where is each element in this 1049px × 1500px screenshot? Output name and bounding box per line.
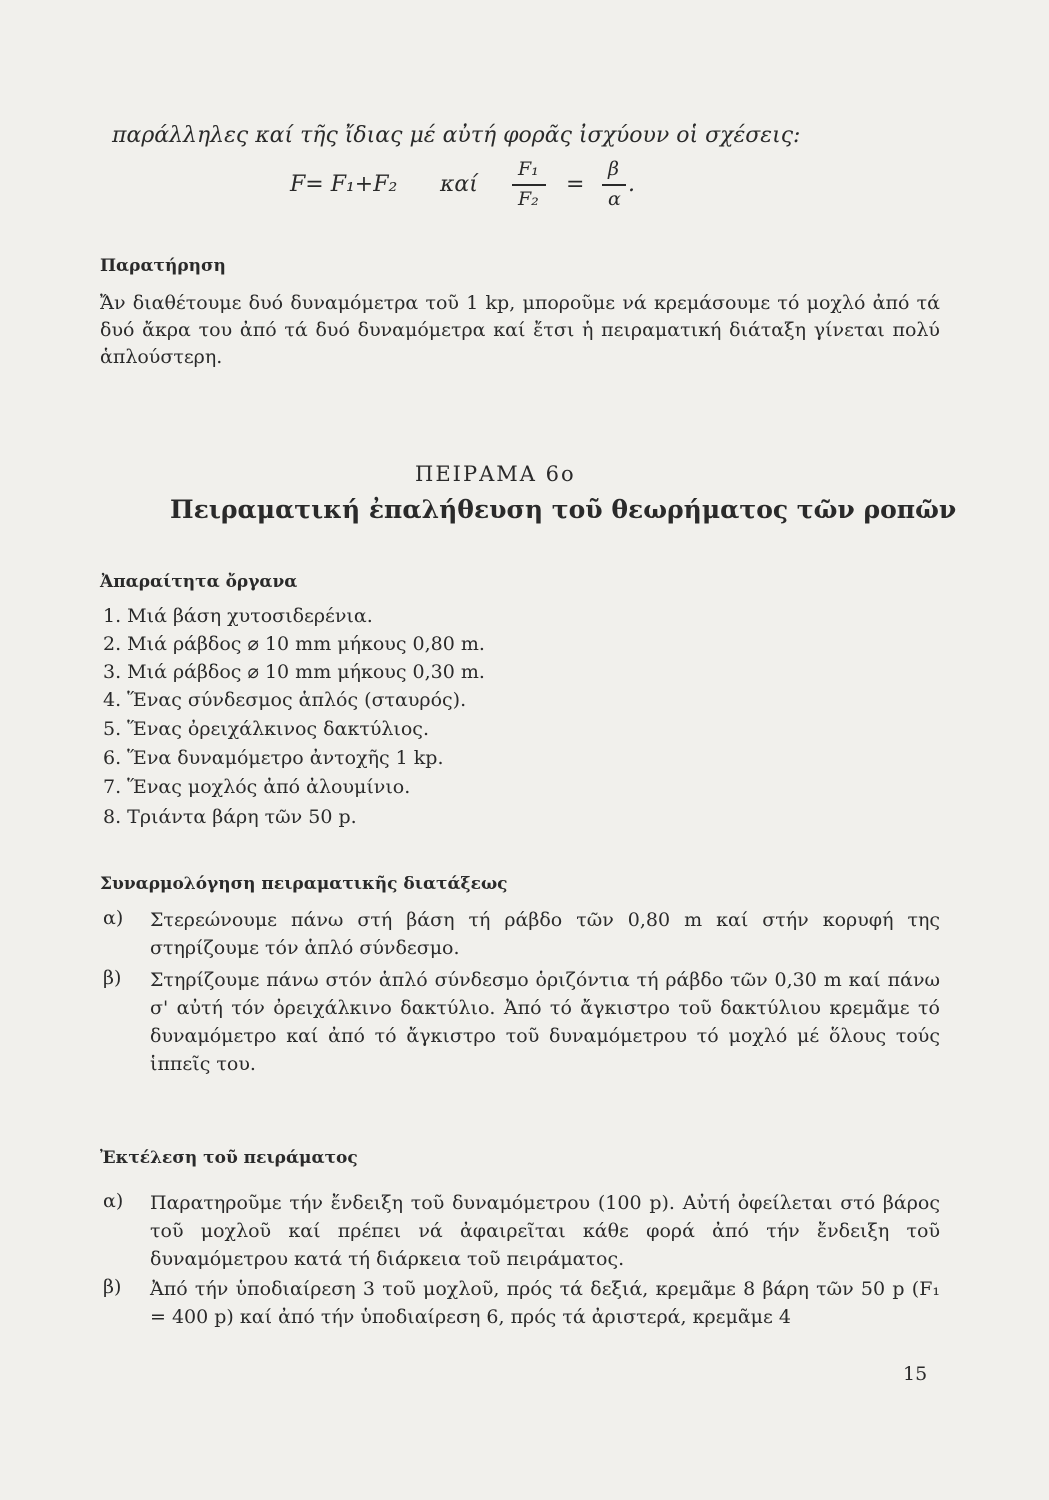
step-text: Στερεώνουμε πάνω στή βάση τή ράβδο τῶν 0,80 m καί στήν κορυφή της στηρίζουμε τόν ἁπλό σύνδεσμο. [150,909,940,959]
step-text: Ἀπό τήν ὑποδιαίρεση 3 τοῦ μοχλοῦ, πρός τά δεξιά, κρεμᾶμε 8 βάρη τῶν 50 p (F₁ = 400 p) καί ἀπό τήν ὑποδιαίρεση 6, πρός τά ἀριστερά, κρεμᾶμε 4 [150,1278,940,1328]
step-label: α) [103,907,124,929]
equipment-item: 8. Τριάντα βάρη τῶν 50 p. [103,806,357,828]
experiment-title: Πειραματική ἐπαλήθευση τοῦ θεωρήματος τῶν ροπῶν [170,495,957,524]
formula-rhs-numerator: β [608,158,619,180]
formula-sum: F= F₁+F₂ [290,172,398,197]
formula-equals: = [566,172,585,197]
step-label: β) [103,967,122,989]
formula [290,158,750,218]
formula-end: . [628,172,635,197]
execution-heading: Ἐκτέλεση τοῦ πειράματος [100,1148,358,1168]
remark-heading: Παρατήρηση [100,256,226,276]
assembly-heading: Συναρμολόγηση πειραματικῆς διατάξεως [100,874,508,894]
step-text: Στηρίζουμε πάνω στόν ἁπλό σύνδεσμο ὁριζόντια τή ράβδο τῶν 0,30 m καί πάνω σ' αὐτή τόν ὀρειχάλκινο δακτύλιο. Ἀπό τό ἄγκιστρο τοῦ δακτύλιου κρεμᾶμε τό δυναμόμετρο καί ἀπό τό ἄγκιστρο τοῦ δυναμόμετρου τό μοχλό μέ ὅλους τούς ἱππεῖς του. [150,969,940,1075]
step-label: α) [103,1190,124,1212]
equipment-item: 7. Ἕνας μοχλός ἀπό ἀλουμίνιο. [103,776,411,798]
equipment-item: 5. Ἕνας ὀρειχάλκινος δακτύλιος. [103,718,429,740]
equipment-item: 1. Μιά βάση χυτοσιδερένια. [103,605,373,627]
formula-ratio-line [512,184,546,186]
step-label: β) [103,1276,122,1298]
intro-line: παράλληλες καί τῆς ἴδιας μέ αὐτή φορᾶς ἰσχύουν οἱ σχέσεις: [112,123,801,148]
equipment-heading: Ἀπαραίτητα ὄργανα [100,572,298,592]
equipment-item: 2. Μιά ράβδος ⌀ 10 mm μήκους 0,80 m. [103,633,485,655]
formula-rhs-line [602,184,626,186]
formula-rhs-denominator: α [608,188,621,210]
experiment-number: ΠΕΙΡΑΜΑ 6ο [415,462,576,486]
remark-text: Ἄν διαθέτουμε δυό δυναμόμετρα τοῦ 1 kp, μποροῦμε νά κρεμάσουμε τό μοχλό ἀπό τά δυό ἄκρα του ἀπό τά δυό δυναμόμετρα καί ἔτσι ἡ πειραματική διάταξη γίνεται πολύ ἁπλούστερη. [100,292,940,368]
formula-ratio-numerator: F₁ [518,158,539,180]
formula-and-word: καί [440,172,478,197]
formula-ratio-denominator: F₂ [518,188,539,210]
equipment-item: 6. Ἕνα δυναμόμετρο ἀντοχῆς 1 kp. [103,747,444,769]
page-number: 15 [903,1363,928,1385]
step-text: Παρατηροῦμε τήν ἔνδειξη τοῦ δυναμόμετρου (100 p). Αὐτή ὀφείλεται στό βάρος τοῦ μοχλοῦ καί πρέπει νά ἀφαιρεῖται κάθε φορά ἀπό τήν ἔνδειξη τοῦ δυναμόμετρου κατά τή διάρκεια τοῦ πειράματος. [150,1192,940,1270]
equipment-item: 3. Μιά ράβδος ⌀ 10 mm μήκους 0,30 m. [103,661,485,683]
equipment-item: 4. Ἕνας σύνδεσμος ἁπλός (σταυρός). [103,689,467,711]
